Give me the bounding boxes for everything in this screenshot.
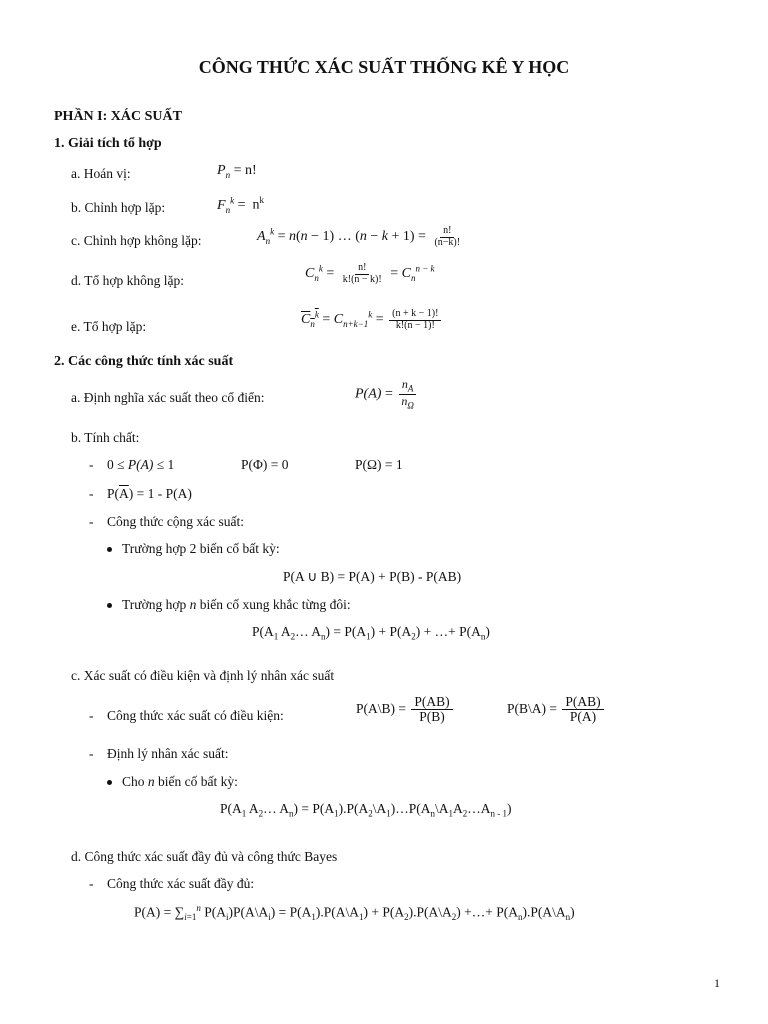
n-any-events-label-post: biến cố bất kỳ: (154, 774, 238, 789)
section-heading-part1: PHẦN I: XÁC SUẤT (54, 109, 182, 124)
item-permutation-label: a. Hoán vị: (71, 166, 131, 181)
item-classical-definition-label: a. Định nghĩa xác suất theo cổ điển: (71, 390, 265, 405)
formula-arrangement: $A_n^k = n(n - 1)$ … (n − k + 1) = $\frac{n!}{(n-k)!}$ (257, 225, 461, 248)
item-properties-label: b. Tính chất: (71, 430, 140, 445)
section-heading-combinatorics: 1. Giải tích tổ hợp (54, 136, 162, 151)
item-conditional-formula: - Công thức xác suất có điều kiện: (89, 708, 284, 723)
conditional-formula-label: Công thức xác suất có điều kiện: (107, 708, 284, 723)
property-range: - 0 ≤ P(A) ≤ 1 (89, 457, 175, 472)
property-empty-set: P(Φ) = 0 (241, 457, 289, 472)
formula-total-probability: $P(A) = \sum_{i=1}^n$ $P(A_i)P(A\backslash A_i)$ = $P(A_1).P(A\backslash A_1)$ + $P(A_2).P(A\backslash A_2)$ +…+ $P(A_n).P(A\backslash A_n)$ (134, 903, 575, 923)
formula-conditional-b-given-a: P(B\A) = $\frac{P(AB)}{P(A)}$ (507, 695, 606, 724)
item-arrangement-repeat-label: b. Chỉnh hợp lặp: (71, 200, 166, 215)
multiplication-rule-label: Định lý nhân xác suất: (107, 746, 229, 761)
property-complement: - $P(\overline{A}) = 1 - P(A)$ (89, 486, 192, 501)
bullet-icon (107, 547, 112, 552)
item-multiplication-rule: - Định lý nhân xác suất: (89, 746, 229, 761)
item-arrangement-label: c. Chỉnh hợp không lặp: (71, 233, 202, 248)
n-any-events-label-n: n (147, 774, 155, 789)
item-total-probability-bayes-label: d. Công thức xác suất đầy đủ và công thức Bayes (71, 849, 338, 864)
page-title: CÔNG THỨC XÁC SUẤT THỐNG KÊ Y HỌC (198, 57, 570, 77)
formula-addition-two-events: P(A ∪ B) = P(A) + P(B) - P(AB) (283, 569, 462, 584)
bullet-icon (107, 603, 112, 608)
n-any-events-label-pre: Cho (122, 774, 148, 789)
formula-permutation: $P_n = n$! (217, 163, 257, 180)
item-conditional-label: c. Xác suất có điều kiện và định lý nhân xác suất (71, 668, 335, 683)
formula-addition-n-events: $P(A_1$ $A_2\dots$ $A_n) = P(A_1) + P(A_2)$ + …+ $P(A_n)$ (252, 624, 490, 642)
addition-rule-label: Công thức cộng xác suất: (107, 514, 245, 529)
section-heading-probability: 2. Các công thức tính xác suất (54, 354, 234, 369)
item-addition-rule: - Công thức cộng xác suất: (89, 514, 245, 529)
bullet-n-events (107, 774, 238, 790)
item-total-probability: - Công thức xác suất đầy đủ: (89, 876, 255, 891)
page-number: 1 (714, 976, 720, 990)
bullet-icon (107, 780, 112, 785)
formula-combination-repeat: $C_n^k = C_{n+k-1}^k$ = $\frac{(n + k - 1)!}{k!(n - 1)!}$ (301, 309, 443, 331)
formula-classical-definition: P(A) = $\frac{n_A}{n_\Omega}$ (355, 378, 419, 411)
formula-arrangement-repeat: $F_n^k = n^k$ (217, 195, 264, 215)
item-combination-repeat-label: e. Tổ hợp lặp: (71, 319, 147, 334)
item-combination-label: d. Tổ hợp không lặp: (71, 273, 185, 288)
formula-multiplication: $P(A_1$ $A_2\dots$ $A_n$) = $P(A_1).P(A_2\backslash A_1)\dots P(A_n\backslash A_1A_2\dots A_{n - 1})$ (220, 801, 512, 819)
n-events-label-pre: Trường hợp (122, 597, 190, 612)
n-events-label-n: n (189, 597, 197, 612)
total-probability-label: Công thức xác suất đầy đủ: (107, 876, 255, 891)
bullet-n-disjoint-events (107, 597, 351, 613)
n-events-label-post: biến cố xung khắc từng đôi: (196, 597, 351, 612)
formula-conditional-a-given-b: P(A\B) = $\frac{P(AB)}{P(B)}$ (356, 695, 455, 724)
two-events-label: Trường hợp 2 biến cố bất kỳ: (122, 541, 280, 556)
formula-combination: $C_n^k$ = $\frac{n!}{k!(n - k)!}$ = $C_n^{n - k}$ (305, 262, 435, 285)
bullet-two-events (107, 541, 280, 557)
property-sample-space: P(Ω) = 1 (355, 457, 403, 472)
